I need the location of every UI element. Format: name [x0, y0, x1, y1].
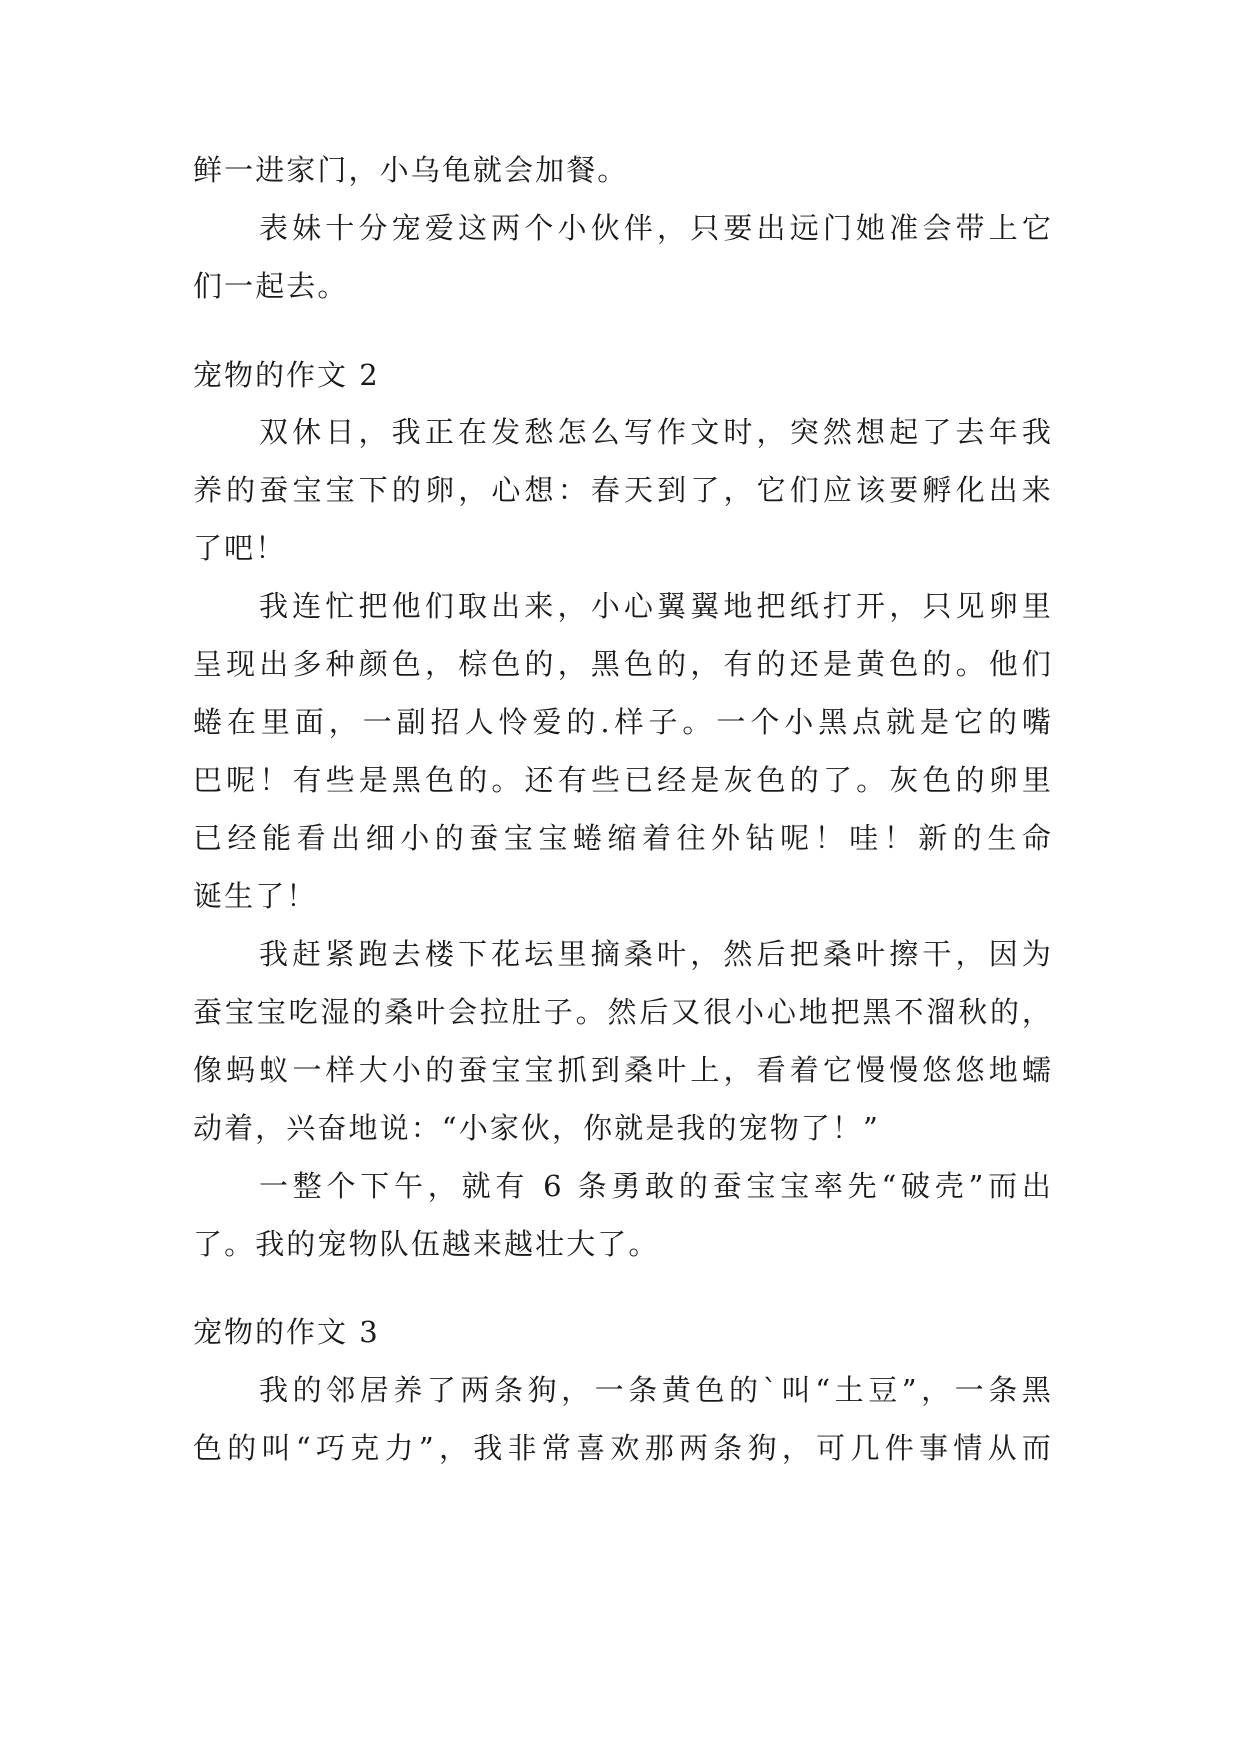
paragraph-line: 们一起去。: [193, 269, 349, 303]
paragraph-line: 已经能看出细小的蚕宝宝蜷缩着往外钻呢！哇！新的生命: [193, 821, 1053, 855]
essay-title: 宠物的作文 3: [193, 1315, 380, 1349]
paragraph-line: 我连忙把他们取出来，小心翼翼地把纸打开，只见卵里: [259, 589, 1053, 623]
paragraph-line: 像蚂蚁一样大小的蚕宝宝抓到桑叶上，看着它慢慢悠悠地蠕: [193, 1053, 1053, 1087]
paragraph-line: 了。我的宠物队伍越来越壮大了。: [193, 1227, 660, 1261]
paragraph-line: 蚕宝宝吃湿的桑叶会拉肚子。然后又很小心地把黑不溜秋的，: [193, 995, 1053, 1029]
paragraph-line: 色的叫“巧克力”，我非常喜欢那两条狗，可几件事情从而: [193, 1431, 1053, 1465]
paragraph-line: 动着，兴奋地说：“小家伙，你就是我的宠物了！”: [193, 1111, 880, 1145]
paragraph-line: 一整个下午，就有 6 条勇敢的蚕宝宝率先“破壳”而出: [259, 1169, 1053, 1203]
paragraph-line: 蜷在里面，一副招人怜爱的.样子。一个小黑点就是它的嘴: [193, 705, 1053, 739]
paragraph-line: 表妹十分宠爱这两个小伙伴，只要出远门她准会带上它: [259, 211, 1053, 245]
paragraph-line: 我的邻居养了两条狗，一条黄色的`叫“土豆”，一条黑: [259, 1373, 1053, 1407]
essay-title: 宠物的作文 2: [193, 358, 380, 392]
paragraph-line: 我赶紧跑去楼下花坛里摘桑叶，然后把桑叶擦干，因为: [259, 937, 1053, 971]
paragraph-line: 双休日，我正在发愁怎么写作文时，突然想起了去年我: [259, 415, 1053, 449]
paragraph-line: 了吧！: [193, 531, 287, 565]
paragraph-line: 诞生了！: [193, 879, 318, 913]
paragraph-line: 呈现出多种颜色，棕色的，黑色的，有的还是黄色的。他们: [193, 647, 1053, 681]
paragraph-line: 鲜一进家门，小乌龟就会加餐。: [193, 153, 629, 187]
paragraph-line: 养的蚕宝宝下的卵，心想：春天到了，它们应该要孵化出来: [193, 473, 1053, 507]
paragraph-line: 巴呢！有些是黑色的。还有些已经是灰色的了。灰色的卵里: [193, 763, 1053, 797]
